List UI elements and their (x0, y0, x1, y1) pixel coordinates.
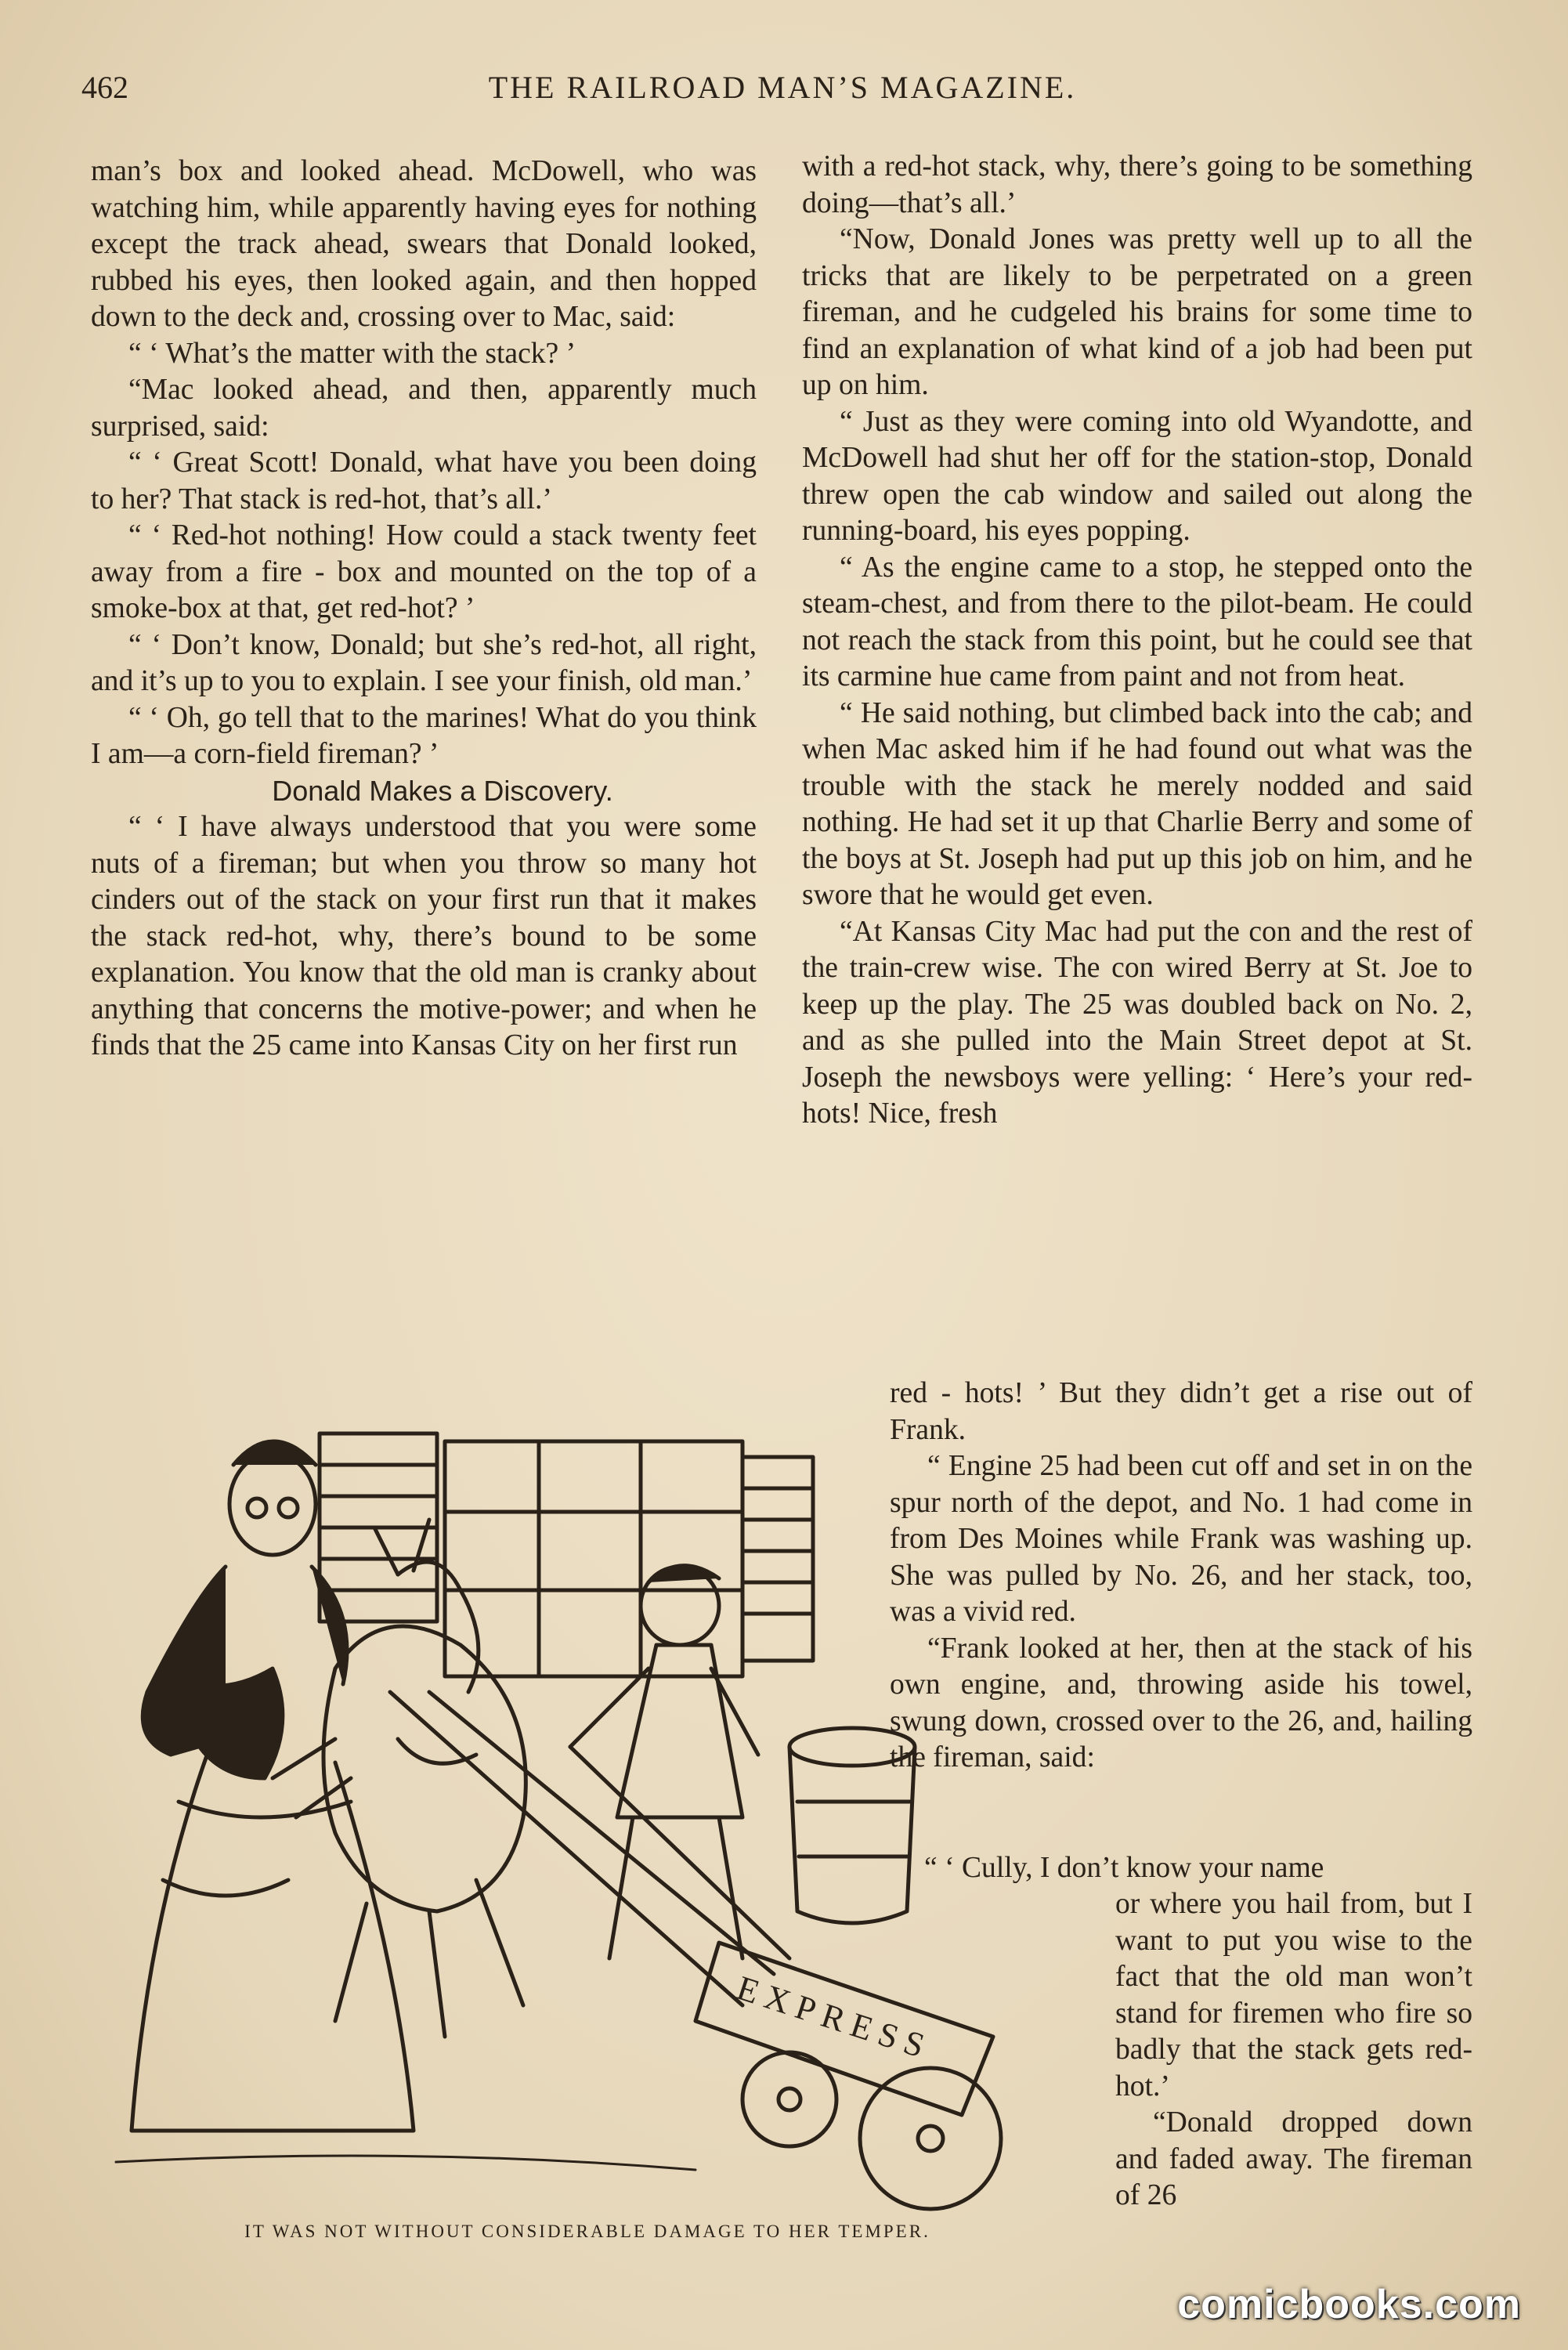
paragraph: “ ‘ Red-hot nothing! How could a stack twenty feet away from a fire - box and mounted on the top of a smoke-box at that, get red-hot? ’ (91, 519, 757, 624)
left-column (91, 154, 757, 1065)
running-title: THE RAILROAD MAN’S MAGAZINE. (488, 70, 1077, 105)
section-subheading: Donald Makes a Discovery. (272, 774, 613, 807)
paragraph: man’s box and looked ahead. McDowell, who was watching him, while apparently having eyes for nothing except the track ahead, swears that Donald looked, rubbed his eyes, then looked again, and then hopped down to the deck and, crossing over to Mac, said: (91, 155, 757, 333)
paragraph: “Now, Donald Jones was pretty well up to all the tricks that are likely to be perpetrated on a green fireman, and he cudgeled his brains for some time to find an explanation of what kind of a job had been put up on him. (802, 223, 1472, 401)
paragraph: “ He said nothing, but climbed back into the cab; and when Mac asked him if he had found out what was the trouble with the stack he merely nodded and said nothing. He had set it up that Charlie Berry and some of the boys at St. Joseph had put up this job on him, and he swore that he would get even. (802, 696, 1472, 911)
right-column-narrow (1115, 1886, 1472, 2214)
paragraph: “ ‘ What’s the matter with the stack? ’ (128, 337, 576, 370)
paragraph: “ ‘ Oh, go tell that to the marines! What do you think I am—a corn-field fireman? ’ (91, 701, 757, 770)
barrel-drawing (789, 1728, 915, 1923)
watermark: comicbooks.com (1177, 2282, 1521, 2327)
paragraph: “ ‘ Great Scott! Donald, what have you been doing to her? That stack is red-hot, that’s all.’ (91, 446, 757, 515)
paragraph: “ Engine 25 had been cut off and set in on the spur north of the depot, and No. 1 had come in from Des Moines while Frank was washing up. She was pulled by No. 26, and her stack, too, was a vivid red. (890, 1450, 1472, 1628)
paragraph: or where you hail from, but I want to put you wise to the fact that the old man won’t stand for firemen who fire so badly that the stack gets red-hot.’ (1115, 1888, 1472, 2102)
paragraph: “Frank looked at her, then at the stack of his own engine, and, throwing aside his towel, swung down, crossed over to the 26, and, hailing the fireman, said: (890, 1632, 1472, 1773)
paragraph: “ Just as they were coming into old Wyandotte, and McDowell had shut her off for the station-stop, Donald threw open the cab window and sailed out along the running-board, his eyes popping. (802, 405, 1472, 547)
paragraph: “ ‘ I have always understood that you were some nuts of a fireman; but when you throw so many hot cinders out of the stack on your first run that it makes the stack red-hot, why, there’s bound to be some explanation. You know that the old man is cranky about anything that concerns the motive-power; and when he finds that the 25 came into Kansas City on her first run (91, 811, 757, 1061)
page-header (81, 69, 1483, 116)
paragraph: “At Kansas City Mac had put the con and the rest of the train-crew wise. The con wired Berry at St. Joe to keep up the play. The 25 was doubled back on No. 2, and as she pulled into the Main Street depot at St. Joseph the newsboys were yelling: ‘ Here’s your red-hots! Nice, fresh (802, 915, 1472, 1130)
paragraph: with a red-hot stack, why, there’s going to be something doing—that’s all.’ (802, 150, 1472, 219)
paragraph: “Mac looked ahead, and then, apparently much surprised, said: (91, 374, 757, 443)
window-drawing (320, 1434, 813, 1676)
illustration-goat-and-cart (100, 1410, 1032, 2217)
paragraph: “ As the engine came to a stop, he stepped onto the steam-chest, and from there to the pilot-beam. He could not reach the stack from this point, but he could see that its carmine hue came from paint and not from heat. (802, 551, 1472, 692)
paragraph: red - hots! ’ But they didn’t get a rise out of Frank. (890, 1377, 1472, 1446)
express-cart-drawing (390, 1692, 1001, 2209)
paragraph: “ ‘ Don’t know, Donald; but she’s red-hot, all right, and it’s up to you to explain. I see your finish, old man.’ (91, 628, 757, 697)
woman-figure (132, 1441, 414, 2131)
page-number: 462 (81, 70, 128, 105)
cart-lettering: EXPRESS (732, 1968, 937, 2068)
right-column (802, 149, 1472, 1133)
paragraph: “Donald dropped down and faded away. The fireman of 26 (1115, 2106, 1472, 2211)
paragraph-line: “ ‘ Cully, I don’t know your name (924, 1852, 1324, 1884)
illustration-caption: IT WAS NOT WITHOUT CONSIDERABLE DAMAGE TO HER TEMPER. (244, 2222, 930, 2241)
